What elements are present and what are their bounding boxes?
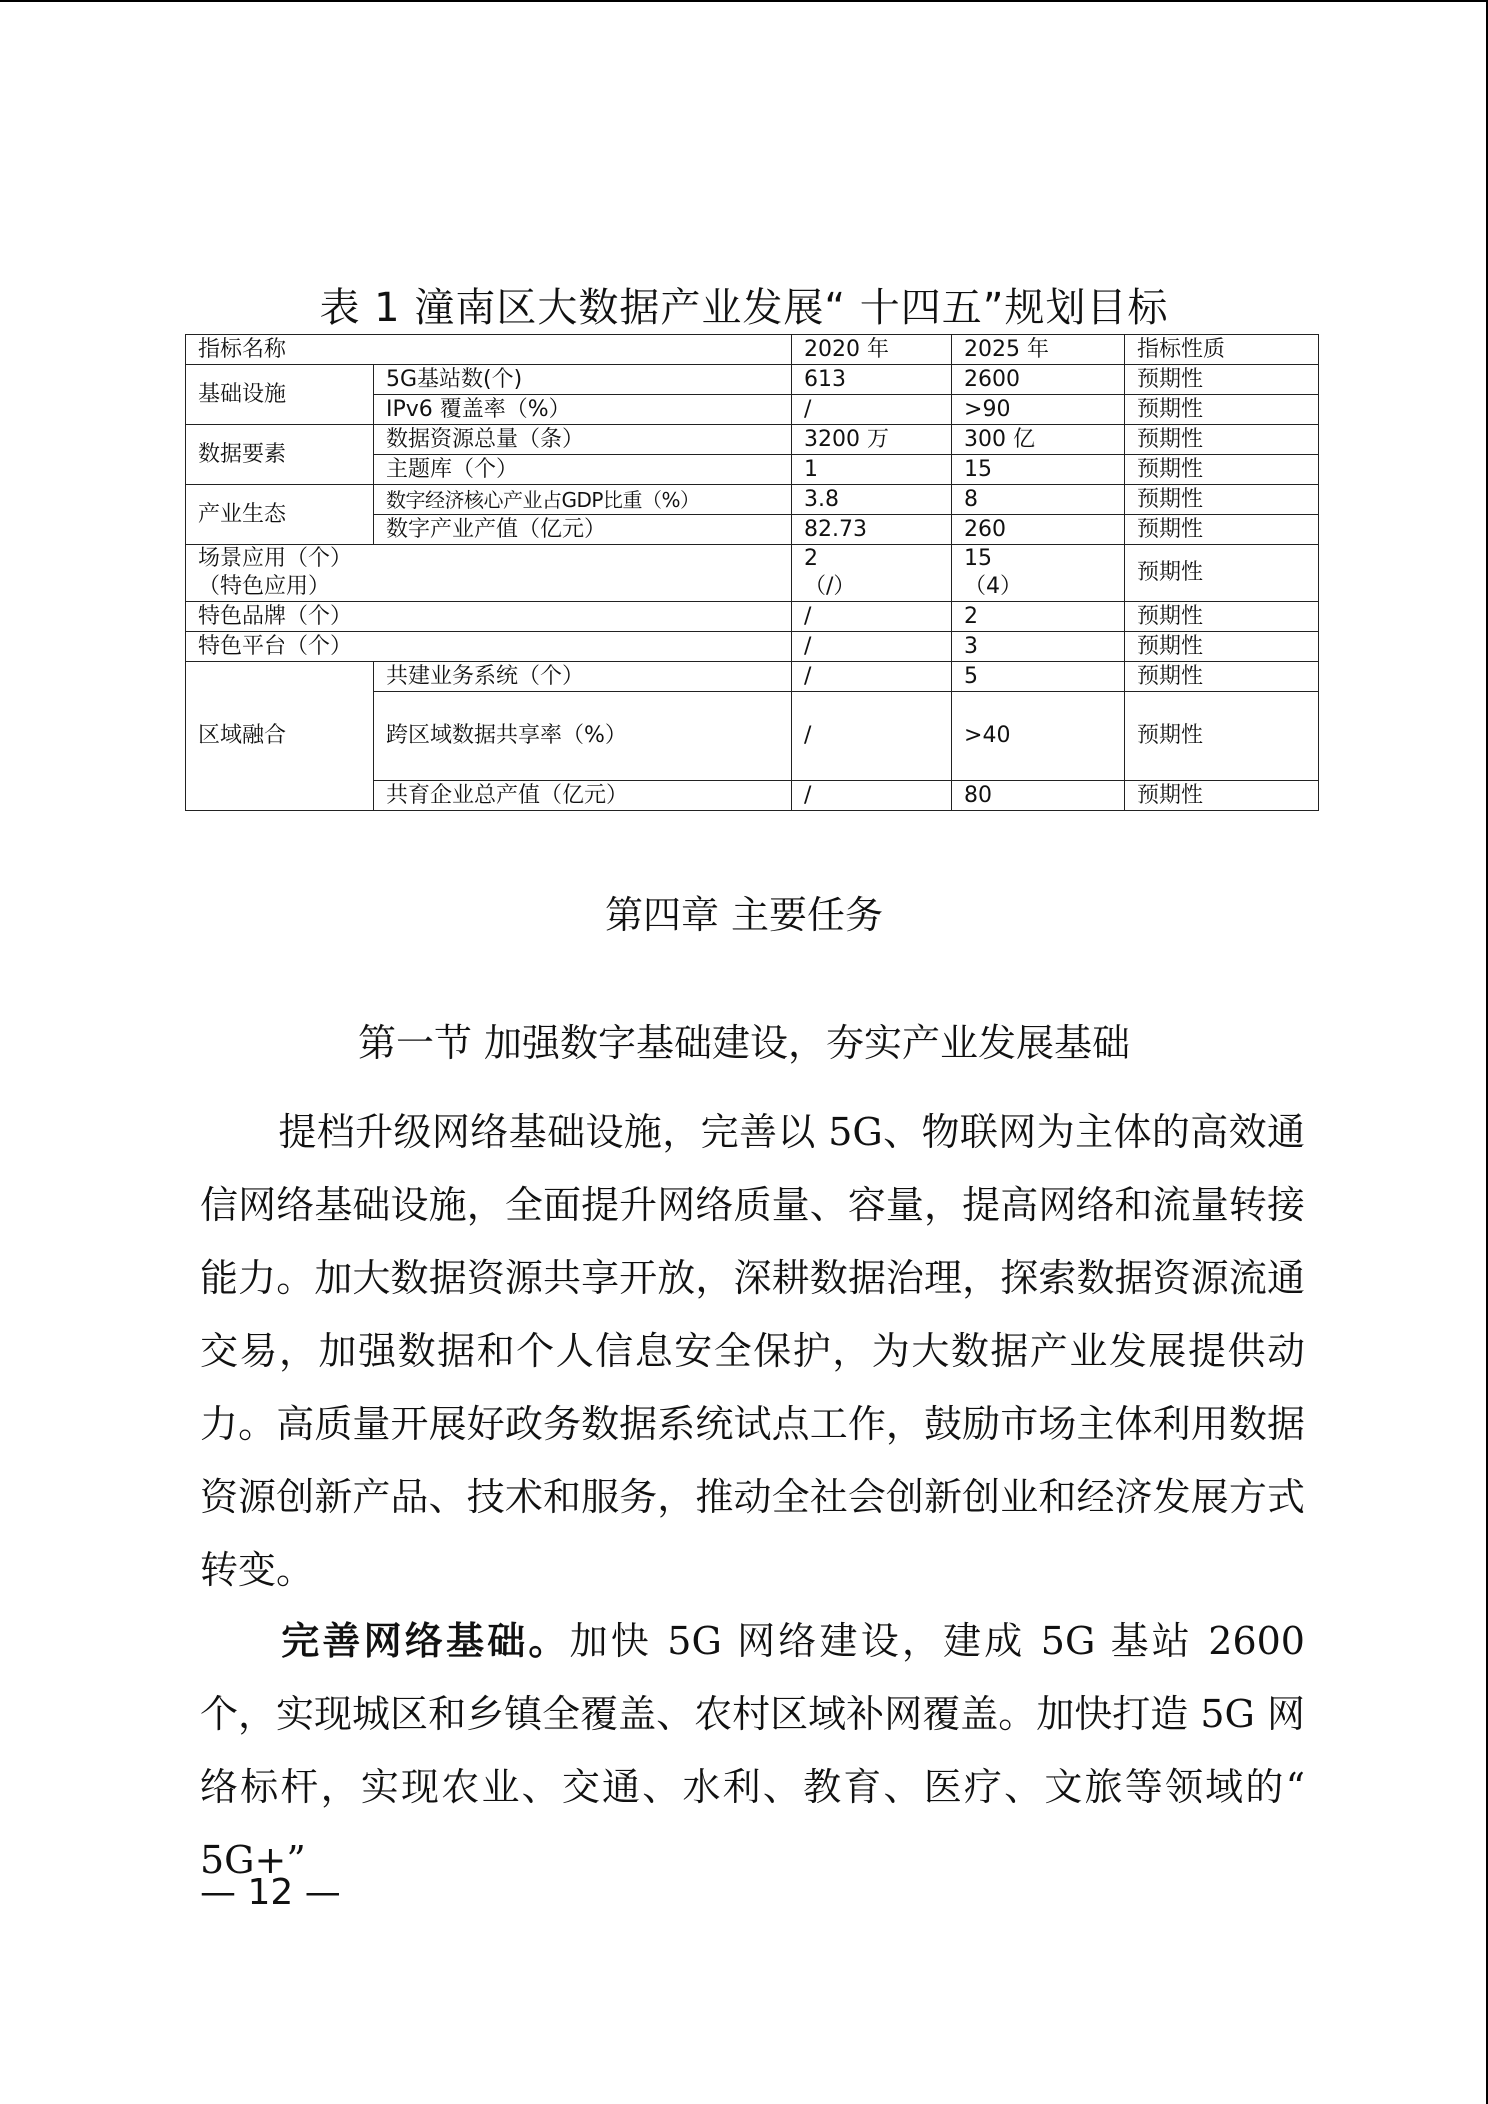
- section-title: 第一节 加强数字基础建设，夯实产业发展基础: [357, 1021, 1131, 1065]
- indicator-nature: 预期性: [1125, 515, 1319, 545]
- paragraph-text: 提档升级网络基础设施，完善以 5G、物联网为主体的高效通信网络基础设施，全面提升网络质量、容量，提高网络和流量转接能力。加大数据资源共享开放，深耕数据治理，探索数据资源流通交易，加强数据和个人信息安全保护，为大数据产业发展提供动力。高质量开展好政务数据系统试点工作，鼓励市场主体利用数据资源创新产品、技术和服务，推动全社会创新创业和经济发展方式转变。: [200, 1110, 1305, 1592]
- indicator-name: IPv6 覆盖率（%）: [374, 395, 792, 425]
- indicator-nature: 预期性: [1125, 692, 1319, 781]
- table-row: [186, 365, 1319, 395]
- group-infrastructure: 基础设施: [186, 365, 374, 425]
- value-2020: 1: [792, 455, 952, 485]
- value-2025: 5: [952, 662, 1125, 692]
- value-2020: /: [792, 662, 952, 692]
- header-2025: 2025 年: [952, 335, 1125, 365]
- value-2020: /: [792, 781, 952, 811]
- indicator-name: 主题库（个）: [374, 455, 792, 485]
- table-row: [186, 485, 1319, 515]
- indicator-nature: 预期性: [1125, 662, 1319, 692]
- value-2025: >40: [952, 692, 1125, 781]
- header-indicator-name: 指标名称: [186, 335, 792, 365]
- value-2020: 613: [792, 365, 952, 395]
- group-data-elements: 数据要素: [186, 425, 374, 485]
- indicator-name: 共建业务系统（个）: [374, 662, 792, 692]
- table-caption: 表 1 潼南区大数据产业发展“ 十四五”规划目标: [319, 285, 1169, 331]
- paragraph-lead: 完善网络基础。: [278, 1618, 570, 1663]
- indicator-nature: 预期性: [1125, 365, 1319, 395]
- page-number: — 12 —: [200, 1872, 341, 1913]
- table-row: [186, 632, 1319, 662]
- header-nature: 指标性质: [1125, 335, 1319, 365]
- paragraph-text: 加快 5G 网络建设，建成 5G 基站 2600 个，实现城区和乡镇全覆盖、农村区域补网覆盖。加快打造 5G 网络标杆，实现农业、交通、水利、教育、医疗、文旅等领域的“ 5G+”: [200, 1619, 1305, 1882]
- table-row: [186, 425, 1319, 455]
- value-2020: 3200 万: [792, 425, 952, 455]
- indicator-name: 跨区域数据共享率（%）: [374, 692, 792, 781]
- value-2025: [952, 545, 1125, 602]
- value-2020: /: [792, 395, 952, 425]
- indicator-name-line2: （特色应用）: [198, 574, 331, 599]
- value-2020-line1: 2: [804, 546, 819, 571]
- planning-targets-table: [185, 334, 1319, 811]
- value-2025-line1: 15: [964, 546, 993, 571]
- indicator-nature: 预期性: [1125, 632, 1319, 662]
- table-row: [186, 602, 1319, 632]
- value-2025-line2: （4）: [964, 574, 1023, 599]
- group-regional-integration: 区域融合: [186, 662, 374, 811]
- value-2020: 3.8: [792, 485, 952, 515]
- indicator-name: 数字产业产值（亿元）: [374, 515, 792, 545]
- value-2025: 15: [952, 455, 1125, 485]
- value-2025: 3: [952, 632, 1125, 662]
- value-2025: 2: [952, 602, 1125, 632]
- value-2025: 2600: [952, 365, 1125, 395]
- value-2025: 260: [952, 515, 1125, 545]
- chapter-title: 第四章 主要任务: [604, 893, 884, 937]
- indicator-nature: 预期性: [1125, 781, 1319, 811]
- body-paragraph: [200, 1604, 1305, 1897]
- body-paragraph: [200, 1096, 1305, 1607]
- header-2020: 2020 年: [792, 335, 952, 365]
- indicator-name: 特色平台（个）: [186, 632, 792, 662]
- indicator-name: 共育企业总产值（亿元）: [374, 781, 792, 811]
- table-row: [186, 545, 1319, 602]
- indicator-name-line1: 场景应用（个）: [198, 546, 353, 571]
- value-2020: /: [792, 632, 952, 662]
- indicator-nature: 预期性: [1125, 395, 1319, 425]
- value-2025: 80: [952, 781, 1125, 811]
- group-industry-ecology: 产业生态: [186, 485, 374, 545]
- indicator-name: 5G基站数(个): [374, 365, 792, 395]
- table-row: [186, 662, 1319, 692]
- value-2020: /: [792, 602, 952, 632]
- indicator-nature: 预期性: [1125, 602, 1319, 632]
- indicator-nature: 预期性: [1125, 425, 1319, 455]
- value-2020-line2: （/）: [804, 574, 856, 599]
- indicator-nature: 预期性: [1125, 545, 1319, 602]
- indicator-name: 数字经济核心产业占GDP比重（%）: [374, 485, 792, 515]
- value-2025: 8: [952, 485, 1125, 515]
- indicator-nature: 预期性: [1125, 485, 1319, 515]
- indicator-nature: 预期性: [1125, 455, 1319, 485]
- indicator-name: 特色品牌（个）: [186, 602, 792, 632]
- value-2020: 82.73: [792, 515, 952, 545]
- table-header-row: [186, 335, 1319, 365]
- indicator-name: [186, 545, 792, 602]
- value-2025: >90: [952, 395, 1125, 425]
- value-2025: 300 亿: [952, 425, 1125, 455]
- value-2020: [792, 545, 952, 602]
- indicator-name: 数据资源总量（条）: [374, 425, 792, 455]
- value-2020: /: [792, 692, 952, 781]
